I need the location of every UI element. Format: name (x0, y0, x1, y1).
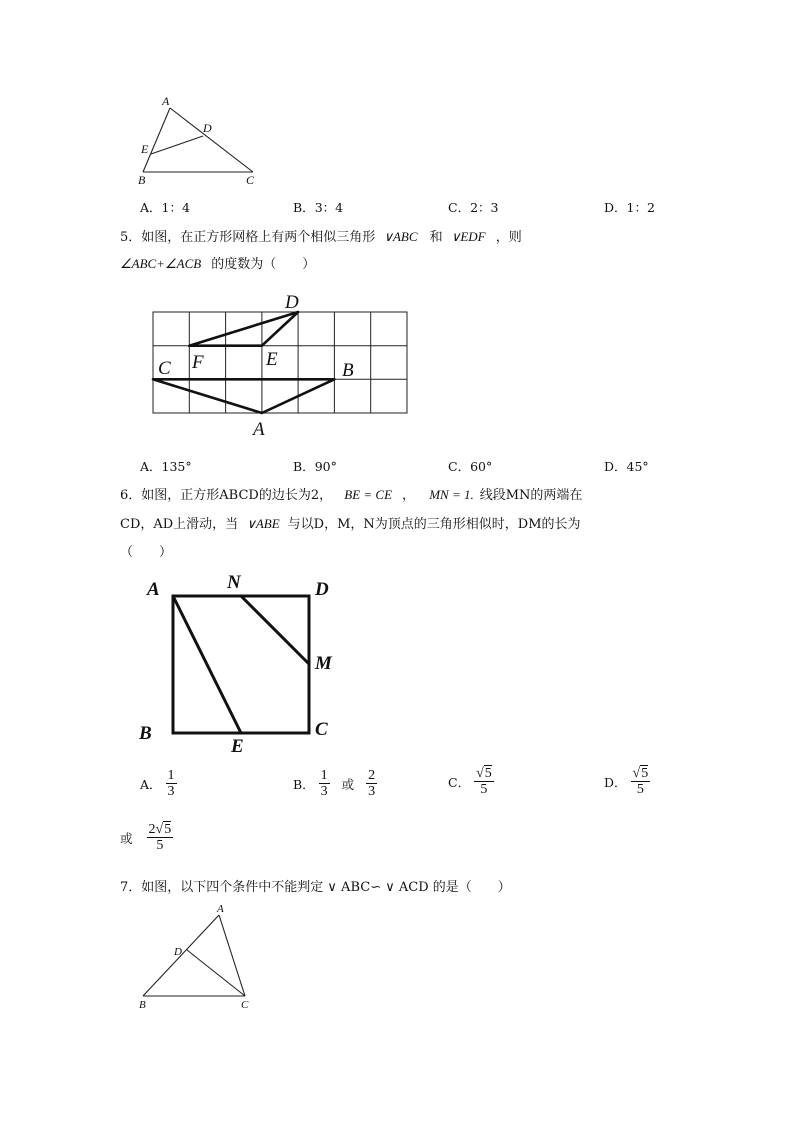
q5-stem-line1: 5．如图，在正方形网格上有两个相似三角形 ∨ABC 和 ∨EDF ，则 (120, 229, 522, 245)
q6-label-a: A (147, 579, 160, 600)
fraction: $\frac{√5}{5}$ (476, 766, 492, 798)
q4-option-d[interactable]: D．1：2 (604, 200, 655, 215)
q6-stem-line2: CD，AD上滑动，当 ∨ABE 与以D，M，N为顶点的三角形相似时，DM的长为 (120, 516, 581, 532)
q6-option-d-continued: 或 $\frac{2√5}{5}$ (120, 822, 172, 854)
q6-label-c: C (315, 719, 328, 740)
fraction: $\frac{2√5}{5}$ (148, 822, 172, 854)
q5-label-b: B (342, 360, 354, 381)
q4-segment-ac (170, 108, 253, 172)
q5-option-a[interactable]: A．135° (140, 459, 192, 474)
q5-option-d[interactable]: D．45° (604, 459, 649, 474)
q7-segment-dc (187, 950, 245, 996)
q5-label-e: E (266, 349, 278, 370)
q4-triangle-figure (130, 90, 270, 190)
q5-grid-figure (145, 290, 420, 440)
q7-label-d: D (174, 946, 182, 958)
q5-option-b[interactable]: B．90° (293, 459, 337, 474)
q5-stem-line2: ∠ABC+∠ACB 的度数为（ ） (120, 256, 316, 272)
q6-label-d: D (315, 579, 329, 600)
q5-label-a: A (253, 419, 265, 440)
q6-label-b: B (139, 723, 152, 744)
q6-label-m: M (315, 653, 332, 674)
q6-label-e: E (231, 736, 244, 757)
q5-label-d: D (285, 292, 299, 313)
q6-option-d[interactable]: D． $\frac{√5}{5}$ (604, 766, 649, 798)
q4-option-a[interactable]: A．1：4 (140, 200, 190, 215)
q7-segment-ac (219, 915, 245, 996)
q7-label-b: B (139, 999, 146, 1011)
q4-segment-ab (143, 108, 170, 172)
q6-option-b[interactable]: B． $\frac{1}{3}$ 或 $\frac{2}{3}$ (293, 768, 376, 800)
q4-label-d: D (203, 121, 212, 135)
q4-option-c[interactable]: C．2：3 (448, 200, 499, 215)
q7-stem: 7．如图，以下四个条件中不能判定 ∨ ABC∽ ∨ ACD 的是（ ） (120, 880, 511, 895)
q6-stem-line3: （ ） (120, 545, 173, 560)
q5-option-c[interactable]: C．60° (448, 459, 493, 474)
q6-square-abcd (173, 596, 309, 733)
q4-label-a: A (162, 94, 170, 108)
q4-segment-de (151, 136, 203, 154)
fraction: $\frac{√5}{5}$ (632, 766, 649, 798)
q5-triangle-edf (189, 312, 298, 346)
q5-label-c: C (158, 358, 171, 379)
q4-label-c: C (246, 173, 255, 187)
fraction: $\frac{2}{3}$ (368, 768, 376, 800)
q4-label-b: B (138, 173, 146, 187)
q7-label-a: A (217, 903, 224, 915)
q6-label-n: N (227, 572, 241, 593)
q6-stem-line1: 6．如图，正方形ABCD的边长为2， BE = CE ， MN = 1. 线段MN的两端在 (120, 487, 583, 503)
q7-triangle-figure (130, 900, 270, 1015)
q6-option-c[interactable]: C． $\frac{√5}{5}$ (448, 766, 492, 798)
q4-label-e: E (141, 142, 149, 156)
q5-label-f: F (192, 352, 204, 373)
fraction: $\frac{1}{3}$ (320, 768, 328, 800)
fraction: $\frac{1}{3}$ (167, 768, 175, 800)
q6-segment-nm (241, 596, 309, 664)
q6-option-a[interactable]: A． $\frac{1}{3}$ (140, 768, 175, 800)
q6-square-figure (135, 568, 350, 758)
q6-segment-ae (173, 596, 241, 733)
q4-option-b[interactable]: B．3：4 (293, 200, 344, 215)
q5-triangle-abc (153, 379, 334, 413)
q7-label-c: C (241, 999, 249, 1011)
